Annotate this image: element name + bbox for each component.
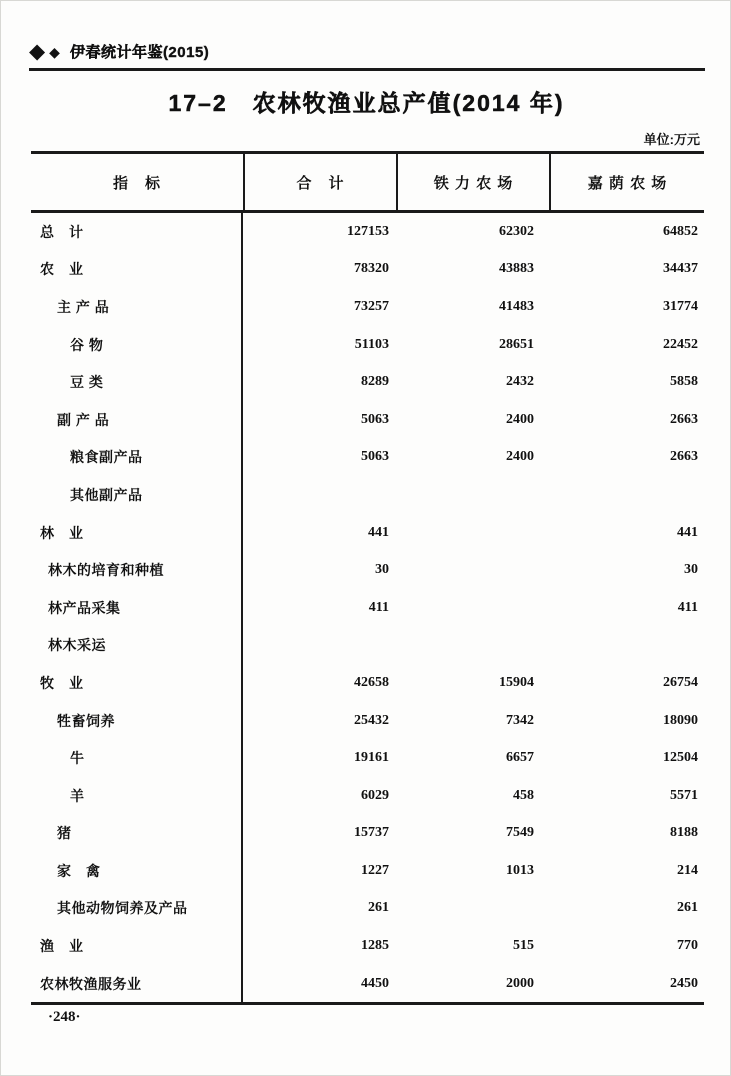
cell-value: 43883	[499, 261, 534, 277]
row-label: 猪	[31, 815, 243, 853]
table-row	[31, 664, 704, 702]
table-row	[31, 589, 704, 627]
cell-value: 458	[513, 787, 534, 803]
row-label: 渔 业	[31, 927, 243, 965]
cell-value: 26754	[663, 674, 698, 690]
table-row	[31, 702, 704, 740]
cell-value: 1285	[361, 938, 389, 954]
cell-value: 441	[368, 524, 389, 540]
column-header-1: 合 计	[243, 154, 396, 210]
cell-value: 515	[513, 938, 534, 954]
cell-value: 2000	[506, 975, 534, 991]
cell-value: 30	[684, 562, 698, 578]
row-label: 牲畜饲养	[31, 702, 243, 740]
row-label: 林木采运	[31, 627, 243, 665]
cell-value: 25432	[354, 712, 389, 728]
row-label: 林产品采集	[31, 589, 243, 627]
table-row	[31, 627, 704, 665]
cell-value: 4450	[361, 975, 389, 991]
table-row	[31, 965, 704, 1003]
cell-value: 1227	[361, 862, 389, 878]
cell-value: 34437	[663, 261, 698, 277]
cell-value: 441	[677, 524, 698, 540]
cell-value: 770	[677, 938, 698, 954]
diamond-large-icon: ◆	[29, 40, 46, 63]
cell-value: 2663	[670, 449, 698, 465]
row-label: 总 计	[31, 213, 243, 251]
column-header-0: 指 标	[112, 174, 161, 192]
yearbook-brand-label: 伊春统计年鉴(2015)	[69, 44, 210, 61]
cell-value: 73257	[354, 298, 389, 314]
cell-value: 22452	[663, 336, 698, 352]
row-label: 家 禽	[31, 852, 243, 890]
row-label: 林木的培育和种植	[31, 551, 243, 589]
row-label: 主 产 品	[31, 288, 243, 326]
cell-value: 127153	[347, 223, 389, 239]
cell-value: 7342	[506, 712, 534, 728]
table-row	[31, 476, 704, 514]
table-row	[31, 326, 704, 364]
row-label: 羊	[31, 777, 243, 815]
table-row	[31, 927, 704, 965]
table-row	[31, 777, 704, 815]
cell-value: 5063	[361, 411, 389, 427]
table-row	[31, 363, 704, 401]
cell-value: 18090	[663, 712, 698, 728]
cell-value: 51103	[354, 336, 389, 352]
cell-value: 1013	[506, 862, 534, 878]
cell-value: 15904	[499, 674, 534, 690]
row-label: 副 产 品	[31, 401, 243, 439]
cell-value: 2450	[670, 975, 698, 991]
table-body	[31, 213, 704, 1005]
table-row	[31, 815, 704, 853]
cell-value: 64852	[663, 223, 698, 239]
table-row	[31, 213, 704, 251]
column-header-3: 嘉 荫 农 场	[549, 154, 704, 210]
cell-value: 7549	[506, 825, 534, 841]
cell-value: 411	[368, 599, 389, 615]
cell-value: 28651	[499, 336, 534, 352]
table-row	[31, 852, 704, 890]
page-title: 17–2 农林牧渔业总产值(2014 年)	[168, 90, 565, 116]
table-row	[31, 551, 704, 589]
cell-value: 8289	[361, 374, 389, 390]
cell-value: 30	[375, 562, 389, 578]
table-row	[31, 288, 704, 326]
row-label: 其他副产品	[31, 476, 243, 514]
cell-value: 42658	[354, 674, 389, 690]
cell-value: 8188	[670, 825, 698, 841]
cell-value: 31774	[663, 298, 698, 314]
cell-value: 78320	[354, 261, 389, 277]
cell-value: 411	[677, 599, 698, 615]
cell-value: 2432	[506, 374, 534, 390]
row-label: 其他动物饲养及产品	[31, 890, 243, 928]
cell-value: 62302	[499, 223, 534, 239]
diamond-small-icon: ◆	[49, 43, 60, 60]
yearbook-brand	[29, 41, 209, 62]
row-label: 粮食副产品	[31, 439, 243, 477]
cell-value: 15737	[354, 825, 389, 841]
row-label: 农 业	[31, 251, 243, 289]
cell-value: 2400	[506, 411, 534, 427]
table-header	[31, 151, 704, 213]
table-row	[31, 514, 704, 552]
row-label: 林 业	[31, 514, 243, 552]
table-row	[31, 439, 704, 477]
row-label: 农林牧渔服务业	[31, 965, 243, 1003]
cell-value: 19161	[354, 750, 389, 766]
cell-value: 2663	[670, 411, 698, 427]
cell-value: 261	[368, 900, 389, 916]
unit-note: 单位:万元	[643, 132, 700, 147]
cell-value: 261	[677, 900, 698, 916]
row-label: 豆 类	[31, 363, 243, 401]
table-row	[31, 890, 704, 928]
row-label: 谷 物	[31, 326, 243, 364]
cell-value: 214	[677, 862, 698, 878]
table-row	[31, 401, 704, 439]
table-row	[31, 739, 704, 777]
statistics-table	[31, 151, 704, 1005]
cell-value: 5063	[361, 449, 389, 465]
row-label: 牧 业	[31, 664, 243, 702]
cell-value: 5858	[670, 374, 698, 390]
table-row	[31, 251, 704, 289]
cell-value: 5571	[670, 787, 698, 803]
cell-value: 41483	[499, 298, 534, 314]
row-label: 牛	[31, 739, 243, 777]
cell-value: 6657	[506, 750, 534, 766]
column-header-2: 铁 力 农 场	[396, 154, 549, 210]
cell-value: 6029	[361, 787, 389, 803]
cell-value: 12504	[663, 750, 698, 766]
cell-value: 2400	[506, 449, 534, 465]
page-number: ·248·	[48, 1009, 81, 1025]
header-rule	[29, 68, 705, 71]
